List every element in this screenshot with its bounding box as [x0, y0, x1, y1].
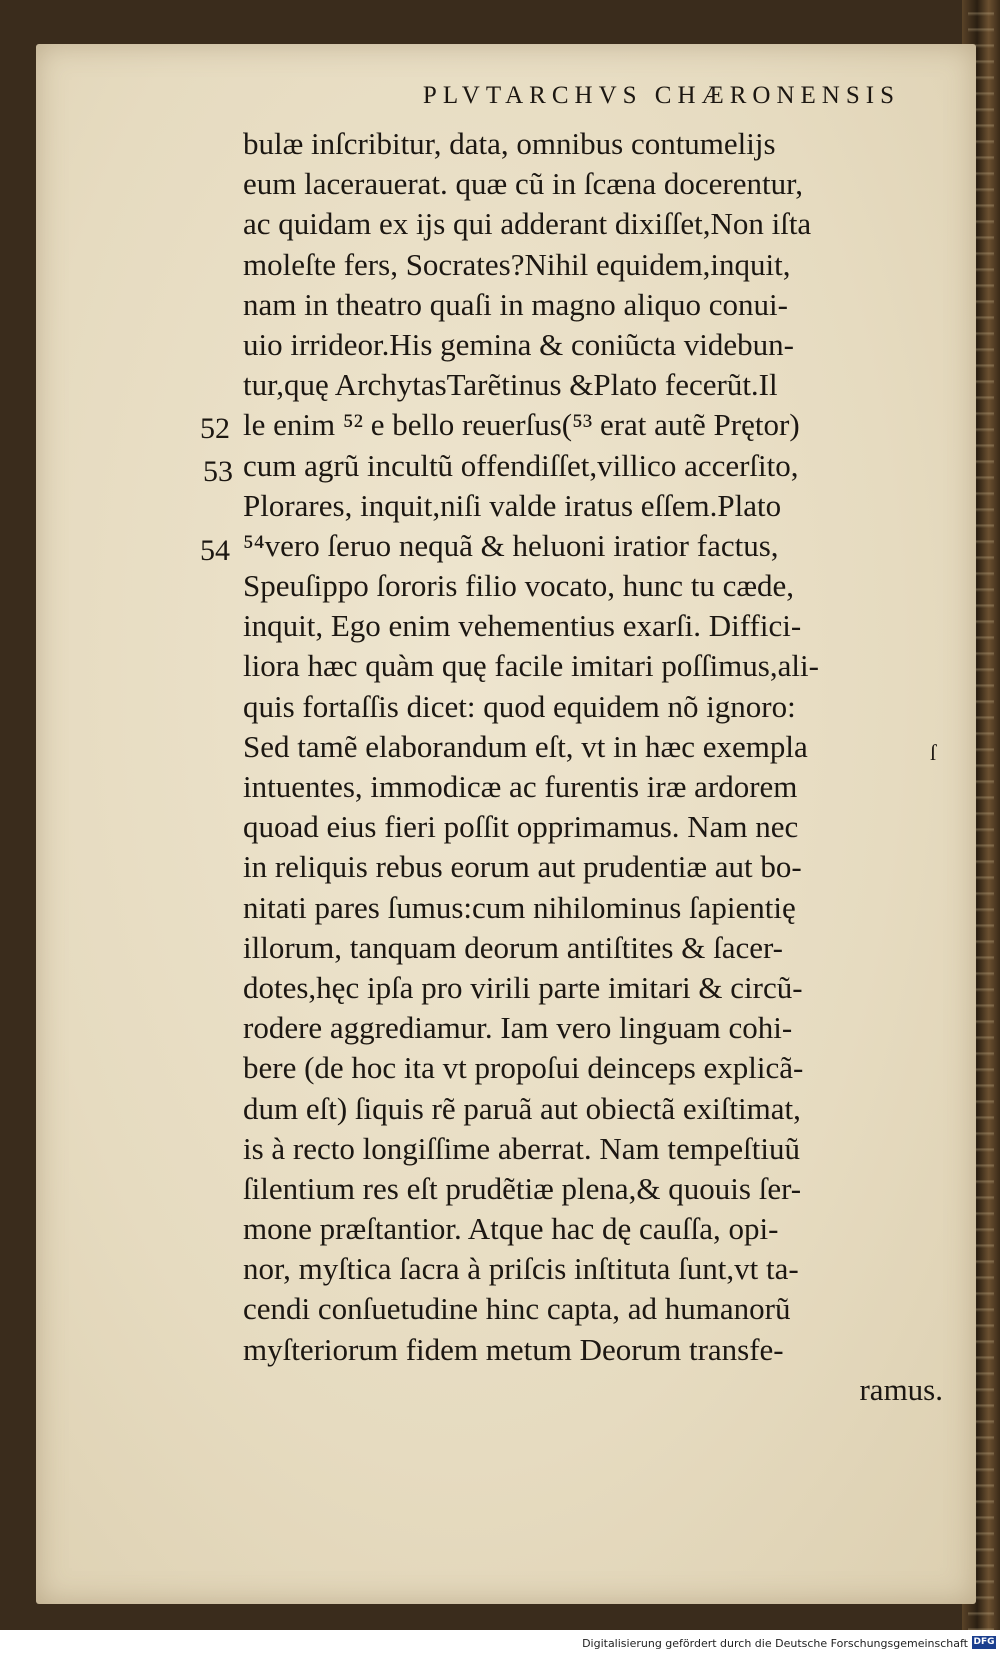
text-line: le enim ⁵² e bello reuerſus(⁵³ erat autẽ Prętor): [243, 407, 800, 443]
text-line: eum lacerauerat. quæ cũ in ſcæna docerentur,: [243, 166, 803, 202]
text-line: liora hæc quàm quę facile imitari poſſimus,ali-: [243, 648, 819, 684]
text-line: tur,quę ArchytasTarẽtinus &Plato fecerũt.Il: [243, 367, 778, 403]
text-line: inquit, Ego enim vehementius exarſi. Diffici-: [243, 608, 802, 644]
text-line: bulæ inſcribitur, data, omnibus contumelijs: [243, 126, 776, 161]
text-line: illorum, tanquam deorum antiſtites & ſacer-: [243, 929, 784, 965]
running-title: PLVTARCHVS CHÆRONENSIS: [422, 82, 900, 109]
text-line-catchword: ramus.: [859, 1371, 943, 1407]
dfg-logo: DFG: [973, 1637, 995, 1647]
text-line: quis fortaſſis dicet: quod equidem nõ ignoro:: [243, 688, 796, 724]
text-line: in reliquis rebus eorum aut prudentiæ aut bo-: [243, 849, 802, 885]
text-line: quoad eius fieri poſſit opprimamus. Nam nec: [243, 809, 799, 845]
margin-note-54: 54: [200, 534, 230, 567]
text-line: moleſte fers, Socrates?Nihil equidem,inquit,: [243, 246, 791, 282]
body-text: [243, 124, 943, 1410]
text-line: Speuſippo ſororis filio vocato, hunc tu cæde,: [243, 568, 795, 604]
marginal-mark: ſ: [930, 740, 937, 765]
text-line: uio irrideor.His gemina & coniũcta videbun-: [243, 326, 794, 362]
margin-note-52: 52: [200, 412, 230, 445]
text-line: intuentes, immodicæ ac furentis iræ ardorem: [243, 769, 798, 804]
funding-note: Digitalisierung gefördert durch die Deutsche Forschungsgemeinschaft: [582, 1637, 968, 1650]
text-line: nor, myſtica ſacra à priſcis inſtituta ſunt,vt ta-: [243, 1251, 799, 1287]
text-line: nitati pares ſumus:cum nihilominus ſapientię: [243, 889, 796, 925]
margin-note-53: 53: [203, 455, 233, 488]
text-line: dum eſt) ſiquis rẽ paruã aut obiectã exiſtimat,: [243, 1090, 801, 1126]
text-line: mone præſtantior. Atque hac dę cauſſa, opi-: [243, 1211, 779, 1247]
text-line: myſteriorum fidem metum Deorum transfe-: [243, 1331, 784, 1367]
text-line: dotes,hęc ipſa pro virili parte imitari & circũ-: [243, 969, 803, 1005]
text-line: nam in theatro quaſi in magno aliquo conui-: [243, 286, 788, 322]
text-line: cendi conſuetudine hinc capta, ad humanorũ: [243, 1291, 791, 1327]
text-line: ⁵⁴vero ſeruo nequã & heluoni iratior factus,: [243, 527, 779, 563]
text-line: ac quidam ex ijs qui adderant dixiſſet,Non iſta: [243, 206, 812, 242]
text-line: is à recto longiſſime aberrat. Nam tempeſtiuũ: [243, 1130, 800, 1166]
text-line: bere (de hoc ita vt propoſui deinceps explicã-: [243, 1050, 804, 1086]
text-line: Sed tamẽ elaborandum eſt, vt in hæc exempla: [243, 728, 808, 764]
text-line: ſilentium res eſt prudẽtiæ plena,& quouis ſer-: [243, 1170, 802, 1206]
text-line: cum agrũ incultũ offendiſſet,villico accerſito,: [243, 447, 799, 483]
digitization-footer: [0, 1630, 1000, 1657]
text-line: rodere aggrediamur. Iam vero linguam cohi-: [243, 1010, 793, 1046]
text-line: Plorares, inquit,niſi valde iratus eſſem.Plato: [243, 487, 782, 523]
